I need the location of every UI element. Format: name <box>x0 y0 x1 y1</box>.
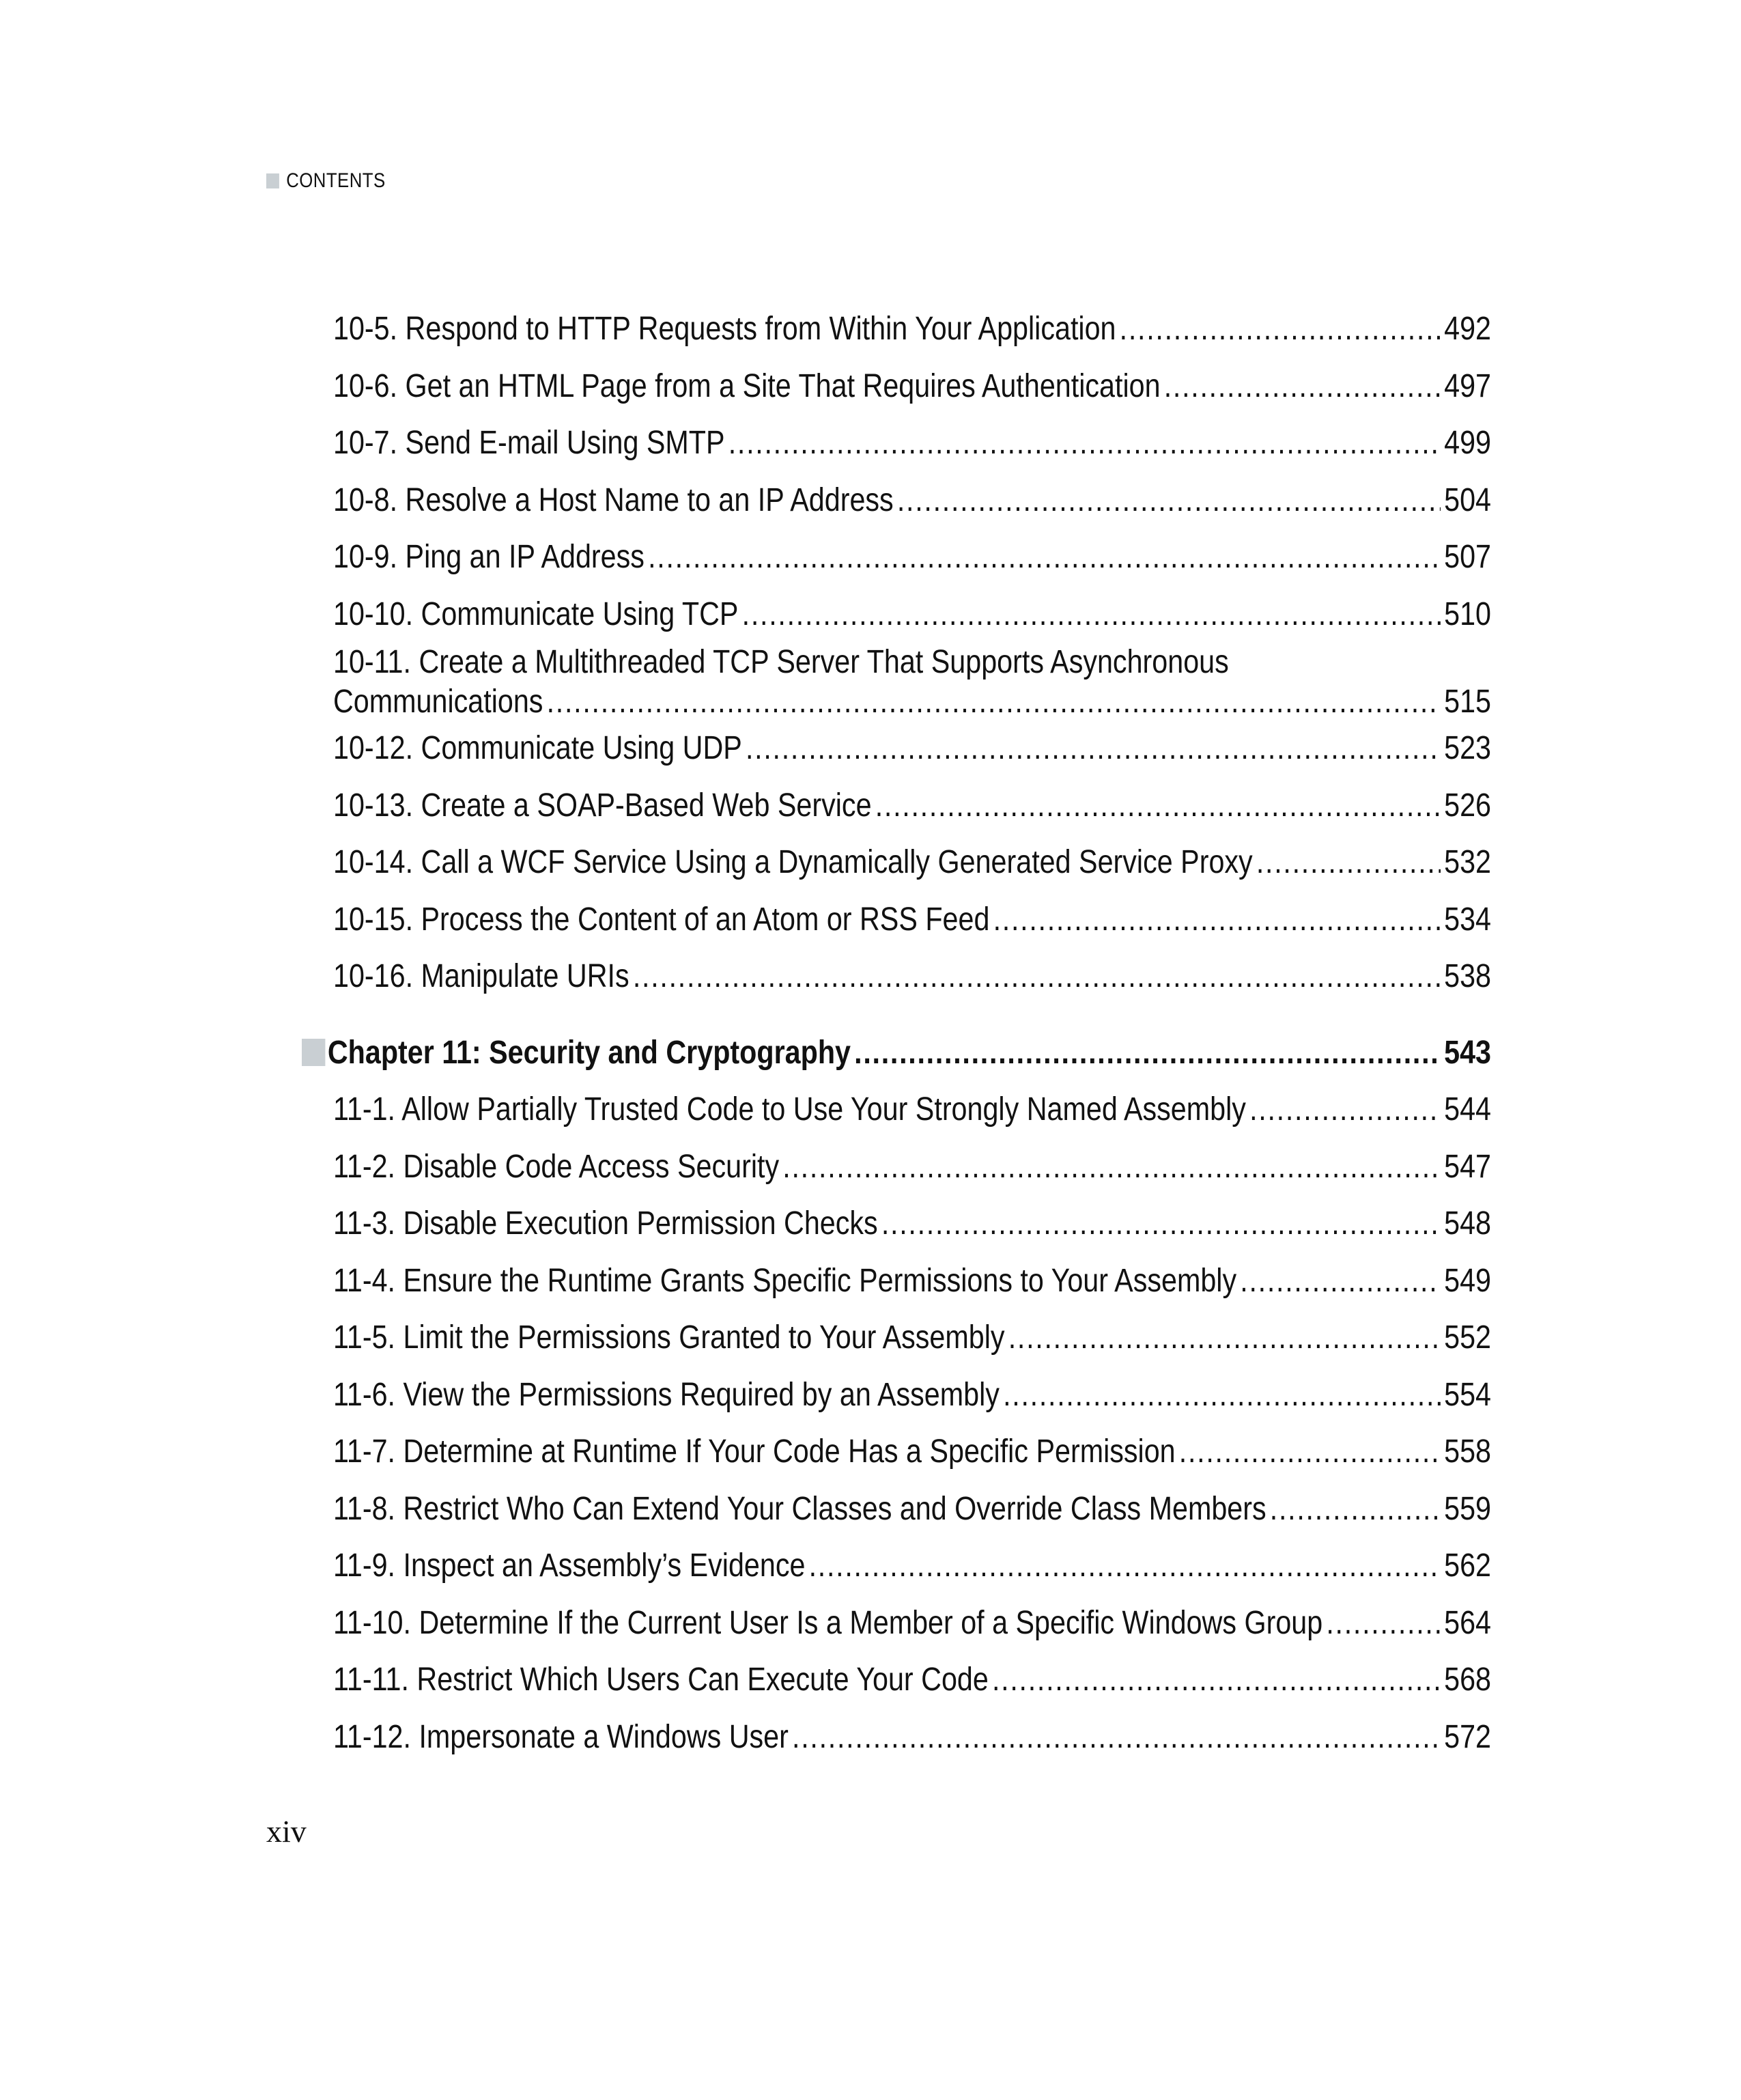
toc-entry[interactable] <box>333 1309 1491 1367</box>
toc-entry[interactable] <box>333 1709 1491 1766</box>
toc-entry[interactable] <box>333 586 1491 643</box>
toc-entry[interactable] <box>333 1651 1491 1709</box>
toc-entry-page: 559 <box>1444 1490 1491 1527</box>
dot-leader <box>897 472 1441 529</box>
toc-entry-page: 504 <box>1444 481 1491 518</box>
dot-leader <box>1120 300 1441 358</box>
toc-entry-title-line2: Communications <box>333 684 543 720</box>
dot-leader <box>633 948 1441 1005</box>
toc-entry-title: 11-10. Determine If the Current User Is a Member of a Specific Windows Group <box>333 1604 1323 1641</box>
chapter-square-icon <box>302 1039 325 1066</box>
toc-entry-page: 532 <box>1444 844 1491 880</box>
toc-entry[interactable] <box>333 1423 1491 1481</box>
running-head <box>266 169 386 193</box>
dot-leader <box>1240 1252 1441 1310</box>
toc-entry-two-line[interactable] <box>333 643 1491 720</box>
toc-entry-page: 562 <box>1444 1548 1491 1584</box>
toc-entry-title-line1: 10-11. Create a Multithreaded TCP Server That Supports Asynchronous <box>333 644 1229 680</box>
dot-leader <box>1008 1309 1441 1367</box>
toc-entry-title: 10-9. Ping an IP Address <box>333 539 645 575</box>
toc-entry-title: 10-8. Resolve a Host Name to an IP Address <box>333 481 894 518</box>
dot-leader <box>1179 1423 1441 1481</box>
toc-entry-page: 552 <box>1444 1319 1491 1356</box>
dot-leader <box>728 415 1441 472</box>
toc-entry-page: 568 <box>1444 1662 1491 1698</box>
toc-entry-page: 547 <box>1444 1148 1491 1185</box>
dot-leader <box>854 1024 1441 1082</box>
dot-leader <box>742 586 1441 643</box>
running-head-label: CONTENTS <box>286 169 386 192</box>
toc-entry-title: 10-6. Get an HTML Page from a Site That Requires Authentication <box>333 367 1161 404</box>
toc-entry-page: 554 <box>1444 1376 1491 1413</box>
toc-entry-title: 11-6. View the Permissions Required by an Assembly <box>333 1376 1000 1413</box>
toc-entry-page: 572 <box>1444 1718 1491 1755</box>
toc-chapter-heading[interactable] <box>302 1024 1491 1082</box>
dot-leader <box>782 1138 1441 1196</box>
toc-entry[interactable] <box>333 1081 1491 1138</box>
toc-entry-page: 497 <box>1444 367 1491 404</box>
dot-leader <box>1270 1481 1441 1538</box>
toc-entry[interactable] <box>333 472 1491 529</box>
toc-entry-title: 10-10. Communicate Using TCP <box>333 596 739 632</box>
running-head-square-icon <box>266 173 279 188</box>
toc-entry[interactable] <box>333 1138 1491 1196</box>
toc-entry[interactable] <box>333 891 1491 949</box>
toc-entry-page: 507 <box>1444 539 1491 575</box>
toc-entry-page: 523 <box>1444 730 1491 766</box>
toc-entry[interactable] <box>333 1195 1491 1252</box>
toc-chapter-title: Chapter 11: Security and Cryptography <box>327 1034 851 1071</box>
toc-entry-title: 11-7. Determine at Runtime If Your Code Has a Specific Permission <box>333 1433 1176 1470</box>
toc-entry-title: 11-1. Allow Partially Trusted Code to Use Your Strongly Named Assembly <box>333 1091 1246 1128</box>
toc-entry[interactable] <box>333 1252 1491 1310</box>
table-of-contents <box>327 300 1491 1765</box>
toc-entry-title: 10-12. Communicate Using UDP <box>333 730 742 766</box>
toc-entry[interactable] <box>333 777 1491 835</box>
toc-entry-title: 10-13. Create a SOAP-Based Web Service <box>333 787 872 824</box>
dot-leader <box>1326 1595 1441 1652</box>
page-number: xiv <box>266 1814 307 1849</box>
toc-entry-page: 526 <box>1444 787 1491 824</box>
toc-entry[interactable] <box>333 415 1491 472</box>
toc-entry[interactable] <box>333 300 1491 358</box>
dot-leader <box>1256 834 1441 891</box>
toc-entry[interactable] <box>333 834 1491 891</box>
toc-entry[interactable] <box>333 720 1491 777</box>
toc-entry[interactable] <box>333 1537 1491 1595</box>
toc-entry-title: 11-8. Restrict Who Can Extend Your Classes and Override Class Members <box>333 1490 1266 1527</box>
toc-entry-title: 10-16. Manipulate URIs <box>333 958 629 994</box>
dot-leader <box>993 891 1441 949</box>
dot-leader <box>1249 1081 1441 1138</box>
toc-entry-title: 10-15. Process the Content of an Atom or RSS Feed <box>333 901 990 938</box>
toc-entry-title: 11-11. Restrict Which Users Can Execute Your Code <box>333 1662 989 1698</box>
toc-entry[interactable] <box>333 358 1491 415</box>
dot-leader <box>1164 358 1441 415</box>
dot-leader <box>648 529 1441 586</box>
toc-entry-page: 534 <box>1444 901 1491 938</box>
toc-entry-page: 548 <box>1444 1205 1491 1242</box>
toc-entry-page: 564 <box>1444 1604 1491 1641</box>
toc-entry[interactable] <box>333 1481 1491 1538</box>
toc-entry[interactable] <box>333 529 1491 586</box>
toc-entry-page: 549 <box>1444 1262 1491 1299</box>
toc-chapter-page: 543 <box>1444 1034 1491 1071</box>
dot-leader <box>547 682 1441 722</box>
toc-entry[interactable] <box>333 948 1491 1005</box>
toc-entry-title: 11-5. Limit the Permissions Granted to Your Assembly <box>333 1319 1005 1356</box>
toc-entry-page: 492 <box>1444 311 1491 347</box>
toc-entry-title: 11-3. Disable Execution Permission Checks <box>333 1205 878 1242</box>
toc-entry-title: 10-7. Send E-mail Using SMTP <box>333 425 725 461</box>
dot-leader <box>992 1651 1441 1709</box>
toc-entry-title: 10-14. Call a WCF Service Using a Dynamically Generated Service Proxy <box>333 844 1253 880</box>
toc-entry-title: 10-5. Respond to HTTP Requests from Within Your Application <box>333 311 1116 347</box>
dot-leader <box>792 1709 1441 1766</box>
toc-entry-page: 515 <box>1444 684 1491 720</box>
toc-entry-title: 11-4. Ensure the Runtime Grants Specific Permissions to Your Assembly <box>333 1262 1237 1299</box>
toc-entry-page: 544 <box>1444 1091 1491 1128</box>
dot-leader <box>746 720 1441 777</box>
dot-leader <box>1003 1367 1441 1424</box>
toc-entry[interactable] <box>333 1367 1491 1424</box>
toc-entry-title: 11-2. Disable Code Access Security <box>333 1148 780 1185</box>
toc-entry-title: 11-12. Impersonate a Windows User <box>333 1718 789 1755</box>
dot-leader <box>809 1537 1441 1595</box>
dot-leader <box>875 777 1441 835</box>
toc-entry-page: 538 <box>1444 958 1491 994</box>
toc-entry-title: 11-9. Inspect an Assembly’s Evidence <box>333 1548 806 1584</box>
toc-entry-page: 499 <box>1444 425 1491 461</box>
dot-leader <box>881 1195 1441 1252</box>
toc-entry[interactable] <box>333 1595 1491 1652</box>
toc-entry-page: 558 <box>1444 1433 1491 1470</box>
toc-entry-page: 510 <box>1444 596 1491 632</box>
